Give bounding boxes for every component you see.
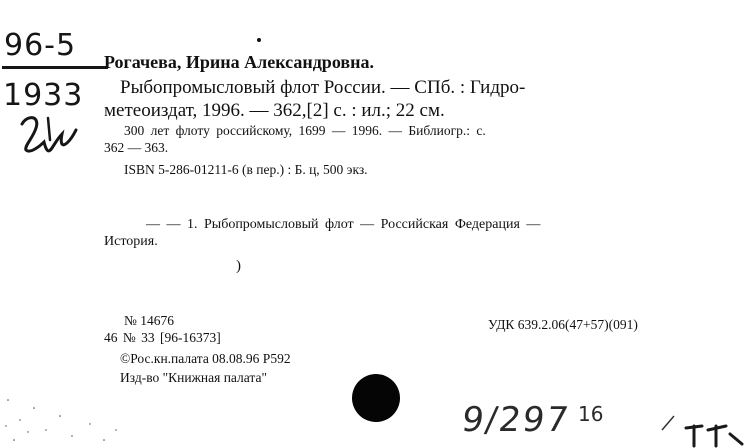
note-line-1: 300 лет флоту российскому, 1699 — 1996. — Библиогр.: с. — [124, 123, 486, 138]
handwritten-inventory-number: 9/297 — [459, 400, 573, 440]
title-line-1: Рыбопромысловый флот России. — СПб. : Гидро- — [120, 77, 526, 98]
handwritten-underline — [2, 66, 108, 69]
batch-number: 46 № 33 [96-16373] — [104, 330, 221, 345]
handwritten-inventory-suffix: 16 — [578, 402, 604, 426]
book-chamber-imprint: ©Рос.кн.палата 08.08.96 Р592 — [120, 351, 291, 366]
author-heading: Рогачева, Ирина Александровна. — [104, 52, 374, 72]
udc-code: УДК 639.2.06(47+57)(091) — [488, 317, 638, 332]
bracket-mark: ) — [236, 258, 241, 274]
subject-heading-line-1: — — 1. Рыбопромысловый флот — Российская Федерация — — [146, 217, 541, 232]
note-line-2: 362 — 363. — [104, 140, 169, 155]
scan-speckle — [0, 380, 130, 448]
subject-heading-line-2: История. — [104, 234, 158, 249]
pencil-tick-mark — [660, 412, 680, 432]
isbn-line: ISBN 5-286-01211-6 (в пер.) : Б. ц, 500 экз. — [124, 162, 368, 177]
handwritten-shelf-code: 96-5 — [4, 28, 77, 63]
punched-hole — [352, 374, 400, 422]
publisher-imprint: Изд-во "Книжная палата" — [120, 370, 267, 385]
handwritten-initials — [18, 112, 78, 162]
card-number: № 14676 — [124, 313, 175, 328]
handwritten-corner-mark — [682, 418, 748, 448]
handwritten-year: 1933 — [3, 78, 84, 113]
ink-dot — [257, 38, 261, 42]
title-line-2: метеоиздат, 1996. — 362,[2] с. : ил.; 22 см. — [104, 100, 445, 121]
